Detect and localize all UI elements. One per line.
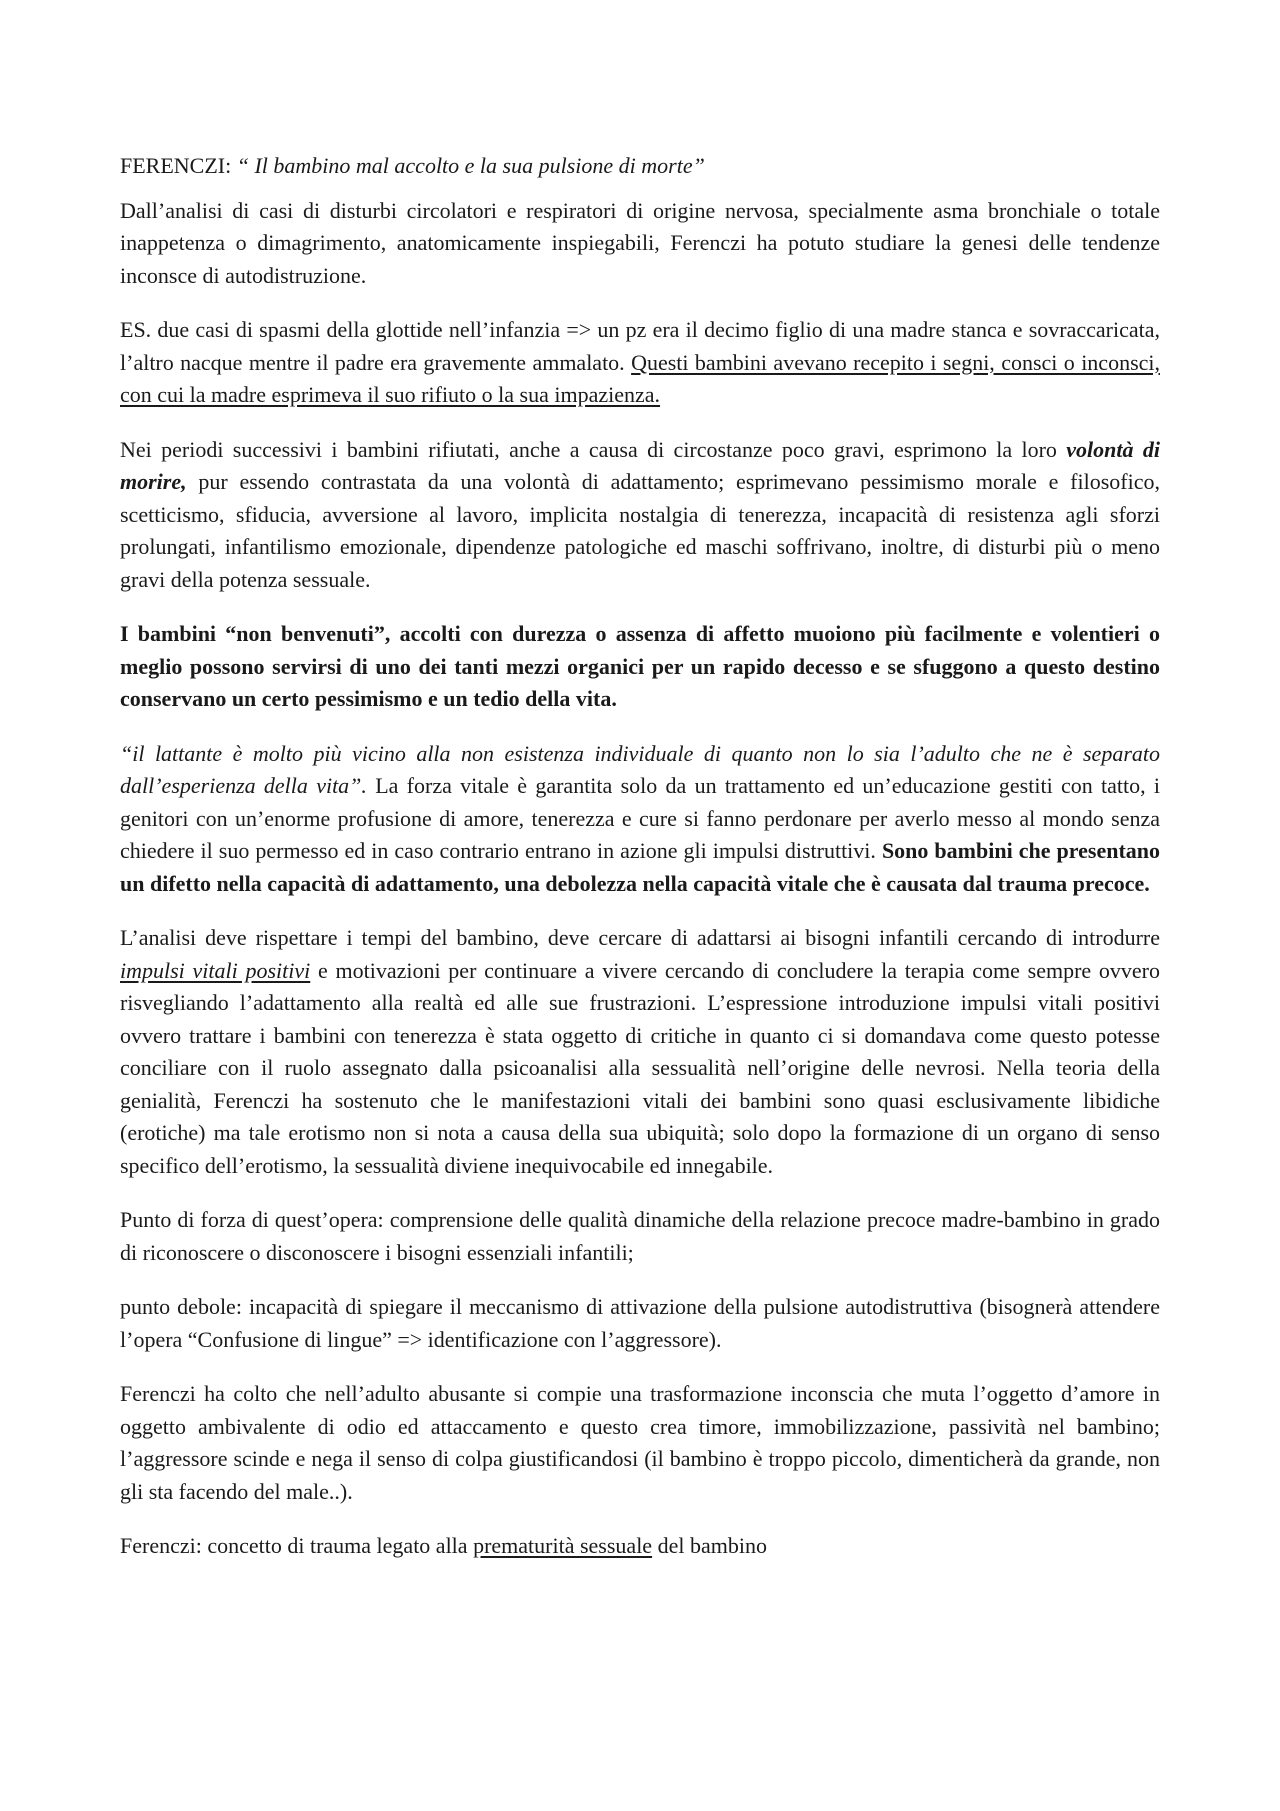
paragraph-4: I bambini “non benvenuti”, accolti con durezza o assenza di affetto muoiono più facilmente e volentieri o meglio possono servirsi di uno dei tanti mezzi organici per un rapido decesso e se sfuggono a questo destino conservano un certo pessimismo e un tedio della vita. [120, 621, 1160, 711]
paragraph-6 [120, 922, 1160, 1182]
paragraph-5-text: La forza vitale è garantita solo da un trattamento ed un’educazione gestiti con tatto, i genitori con un’enorme profusione di amore, tenerezza e cure si fanno perdonare per averlo messo al mondo senza chiedere il suo permesso ed in caso contrario entrano in azione gli impulsi distruttivi. [120, 773, 1161, 863]
paragraph-5-bold: Sono bambini che presentano un difetto nella capacità di adattamento, una debolezza nella capacità vitale che è causata dal trauma precoce. [120, 838, 1161, 896]
paragraph-6-before: L’analisi deve rispettare i tempi del bambino, deve cercare di adattarsi ai bisogni infantili cercando di introdurre [120, 925, 1160, 950]
paragraph-2-text: ES. due casi di spasmi della glottide nell’infanzia => un pz era il decimo figlio di una madre stanca e sovraccaricata, l’altro nacque mentre il padre era gravemente ammalato. [120, 317, 1160, 375]
paragraph-10-before: Ferenczi: concetto di trauma legato alla [120, 1533, 468, 1558]
title-prefix: FERENCZI: [120, 153, 232, 178]
paragraph-9: Ferenczi ha colto che nell’adulto abusante si compie una trasformazione inconscia che muta l’oggetto d’amore in oggetto ambivalente di odio ed attaccamento e questo crea timore, immobilizzazione, passività nel bambino; l’aggressore scinde e nega il senso di colpa giustificandosi (il bambino è troppo piccolo, dimenticherà da grande, non gli sta facendo del male..). [120, 1381, 1160, 1504]
paragraph-1: Dall’analisi di casi di disturbi circolatori e respiratori di origine nervosa, specialmente asma bronchiale o totale inappetenza o dimagrimento, anatomicamente inspiegabili, Ferenczi ha potuto studiare la genesi delle tendenze inconsce di autodistruzione. [120, 197, 1160, 288]
paragraph-3-emphasis: volontà di morire, [120, 436, 1160, 494]
document-title [120, 150, 1160, 183]
paragraph-10 [120, 1530, 1160, 1563]
paragraph-10-after: del bambino [657, 1533, 767, 1558]
paragraph-10-underlined: prematurità sessuale [473, 1533, 653, 1558]
paragraph-3 [120, 434, 1160, 597]
paragraph-7: Punto di forza di quest’opera: comprensione delle qualità dinamiche della relazione precoce madre-bambino in grado di riconoscere o disconoscere i bisogni essenziali infantili; [120, 1207, 1160, 1265]
paragraph-2-underlined: Questi bambini avevano recepito i segni, consci o inconsci, con cui la madre esprimeva il suo rifiuto o la sua impazienza. [120, 349, 1161, 407]
document-page [120, 150, 1160, 1585]
paragraph-5-quote: “il lattante è molto più vicino alla non esistenza individuale di quanto non lo sia l’adulto che ne è separato dall’esperienza della vita”. [120, 740, 1160, 798]
paragraph-8: punto debole: incapacità di spiegare il meccanismo di attivazione della pulsione autodistruttiva (bisognerà attendere l’opera “Confusione di lingue” => identificazione con l’aggressore). [120, 1294, 1160, 1352]
paragraph-6-emphasis: impulsi vitali positivi [120, 957, 311, 983]
paragraph-5 [120, 738, 1160, 901]
paragraph-2 [120, 314, 1160, 412]
title-work: “ Il bambino mal accolto e la sua pulsione di morte” [236, 153, 705, 178]
paragraph-3-after: pur essendo contrastata da una volontà di adattamento; esprimevano pessimismo morale e filosofico, scetticismo, sfiducia, avversione al lavoro, implicita nostalgia di tenerezza, incapacità di resistenza agli sforzi prolungati, infantilismo emozionale, dipendenze patologiche ed maschi soffrivano, inoltre, di disturbi più o meno gravi della potenza sessuale. [120, 469, 1160, 592]
paragraph-6-after: e motivazioni per continuare a vivere cercando di concludere la terapia come sempre ovvero risvegliando l’adattamento alla realtà ed alle sue frustrazioni. L’espressione introduzione impulsi vitali positivi ovvero trattare i bambini con tenerezza è stata oggetto di critiche in quanto ci si domandava come questo potesse conciliare con il ruolo assegnato dalla psicoanalisi alla sessualità nell’origine delle nevrosi. Nella teoria della genialità, Ferenczi ha sostenuto che le manifestazioni vitali dei bambini sono quasi esclusivamente libidiche (erotiche) ma tale erotismo non si nota a causa della sua ubiquità; solo dopo la formazione di un organo di senso specifico dell’erotismo, la sessualità diviene inequivocabile ed innegabile. [120, 957, 1160, 1178]
paragraph-3-before: Nei periodi successivi i bambini rifiutati, anche a causa di circostanze poco gravi, esprimono la loro [120, 436, 1057, 462]
